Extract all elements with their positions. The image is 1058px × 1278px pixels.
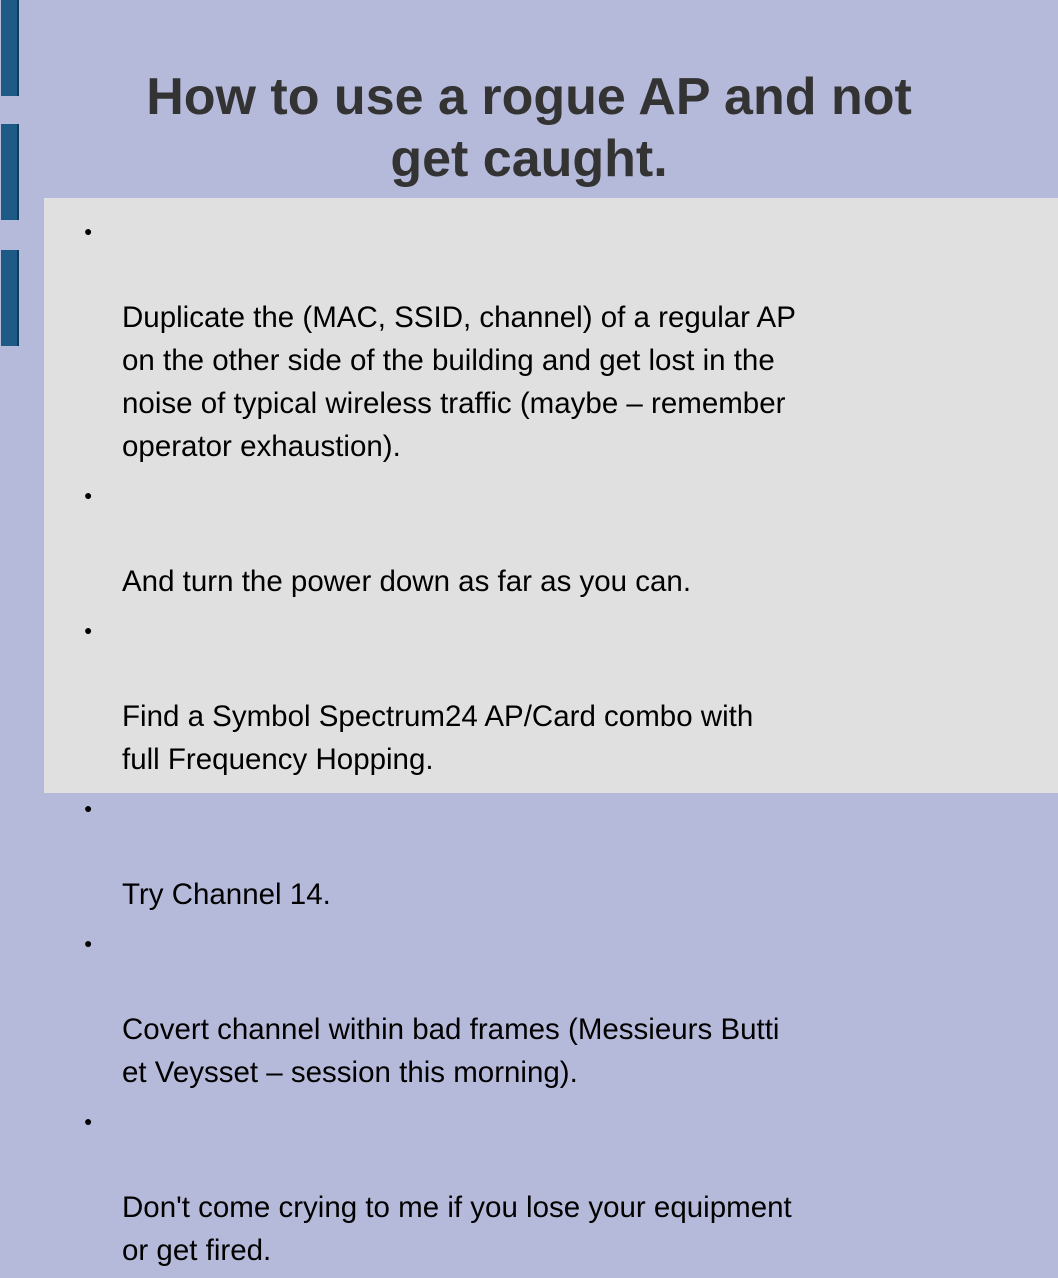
bullet-item [84, 1100, 984, 1272]
bullet-item [84, 210, 984, 468]
bullet-item [84, 922, 984, 1094]
bullet-item [84, 474, 984, 603]
bullet-dot-icon: ● [84, 935, 93, 951]
bullet-text: Find a Symbol Spectrum24 AP/Card combo with full Frequency Hopping. [122, 700, 754, 776]
bullet-text: Don't come crying to me if you lose your equipment or get fired. [122, 1191, 792, 1267]
side-bar-decoration [1, 0, 19, 96]
side-bar-decoration [1, 124, 19, 220]
bullet-text: Covert channel within bad frames (Messieurs Butti et Veysset – session this morning). [122, 1013, 780, 1089]
bullet-dot-icon: ● [84, 1113, 93, 1129]
bullet-dot-icon: ● [84, 800, 93, 816]
bullet-dot-icon: ● [84, 487, 93, 503]
side-bar-decoration [1, 250, 19, 346]
bullet-list [84, 210, 984, 1278]
bullet-text: Duplicate the (MAC, SSID, channel) of a regular AP on the other side of the building and get lost in the noise of typical wireless traffic (maybe – remember operator exhaustion). [122, 301, 796, 463]
bullet-dot-icon: ● [84, 622, 93, 638]
bullet-text: Try Channel 14. [122, 878, 331, 911]
bullet-item [84, 787, 984, 916]
bullet-text: And turn the power down as far as you can. [122, 565, 692, 598]
left-decoration-strip [0, 0, 44, 793]
bullet-dot-icon: ● [84, 223, 93, 239]
slide-title: How to use a rogue AP and not get caught. [146, 68, 912, 188]
bullet-item [84, 609, 984, 781]
